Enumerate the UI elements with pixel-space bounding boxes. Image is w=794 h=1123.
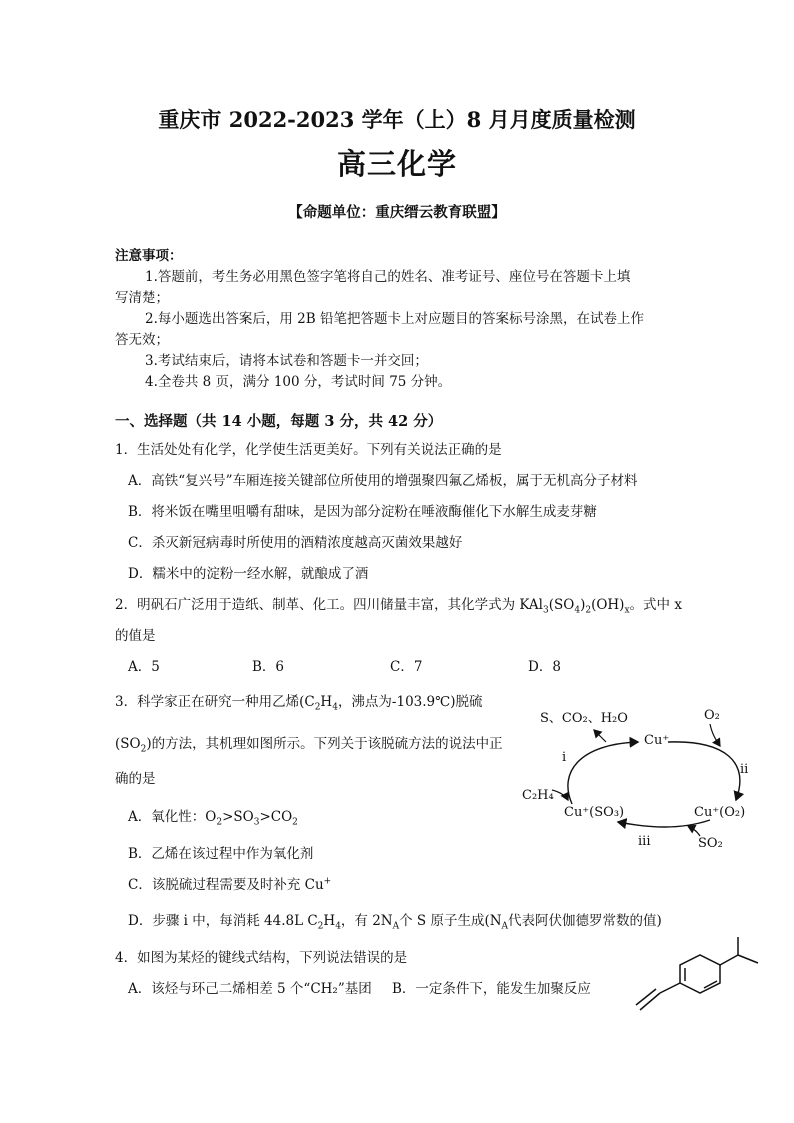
question-2-option-a: A．5 xyxy=(128,659,160,675)
note-2-line-1: 2.每小题选出答案后，用 2B 铅笔把答题卡上对应题目的答案标号涂黑，在试卷上作 xyxy=(145,311,644,327)
question-3-option-b: B．乙烯在该过程中作为氧化剂 xyxy=(128,846,314,862)
step-i-label: i xyxy=(562,750,567,765)
note-4: 4.全卷共 8 页，满分 100 分，考试时间 75 分钟。 xyxy=(145,374,452,390)
c2h4-label: C₂H₄ xyxy=(522,788,554,803)
question-2-option-d: D．8 xyxy=(528,659,561,675)
question-3-line-1-post: ，沸点为-103.9℃)脱硫 xyxy=(337,694,483,710)
note-2-line-2: 答无效； xyxy=(115,332,169,348)
question-3-line-1-pre: 3．科学家正在研究一种用乙烯(C xyxy=(115,694,315,710)
arc-step-i xyxy=(568,742,638,804)
step-iii-label: iii xyxy=(638,834,651,849)
question-1-option-d: D．糯米中的淀粉一经水解，就酿成了酒 xyxy=(128,566,369,582)
exam-subject: 高三化学 xyxy=(336,147,457,181)
question-3-option-d-mid: ，有 2N xyxy=(340,913,393,929)
o2-label: O₂ xyxy=(704,708,720,723)
question-3-option-d: D．步骤 i 中，每消耗 44.8L $C_2H_4$，有 $2N_A$个 S 原子生成($N_A$代表阿伏伽德罗常数的值) xyxy=(128,913,662,932)
section-heading: 一、选择题（共 14 小题，每题 3 分，共 42 分） xyxy=(115,413,443,430)
question-3-stem-line-2: $(SO_2)$的方法，其机理如图所示。下列关于该脱硫方法的说法中正 xyxy=(115,736,503,755)
question-3-line-2-pre: (SO xyxy=(115,736,141,752)
exam-organizer: 【命题单位：重庆缙云教育联盟】 xyxy=(288,204,506,221)
mechanism-diagram xyxy=(510,700,770,860)
note-1-line-2: 写清楚； xyxy=(115,290,169,306)
c2h4-arrow xyxy=(552,790,568,800)
question-3-option-a: A．氧化性：$O_2>SO_3>CO_2$ xyxy=(128,809,298,828)
note-1-line-1: 1.答题前，考生务必用黑色签字笔将自己的姓名、准考证号、座位号在答题卡上填 xyxy=(145,269,631,285)
products-label: S、CO₂、H₂O xyxy=(540,711,628,726)
question-2-option-b: B．6 xyxy=(252,659,285,675)
cu-so3-label: Cu⁺(SO₃) xyxy=(564,805,625,820)
question-1-option-a: A．高铁“复兴号”车厢连接关键部位所使用的增强聚四氟乙烯板，属于无机高分子材料 xyxy=(128,473,638,489)
so2-arrow xyxy=(688,826,700,836)
question-4-stem: 4．如图为某烃的键线式结构，下列说法错误的是 xyxy=(115,950,408,966)
question-3-option-d-pre: D．步骤 i 中，每消耗 44.8L C xyxy=(128,913,318,929)
question-3-option-a-text: A．氧化性：O xyxy=(128,809,217,825)
cu-plus-label: Cu⁺ xyxy=(644,733,670,748)
question-2-stem-tail: 。式中 x xyxy=(629,597,682,613)
question-2-stem-text: 2．明矾石广泛用于造纸、制革、化工。四川储量丰富，其化学式为 KAl xyxy=(115,597,543,613)
notes-heading: 注意事项： xyxy=(115,248,183,264)
question-4-option-b: B．一定条件下，能发生加聚反应 xyxy=(392,981,591,997)
arc-step-ii xyxy=(668,742,740,800)
question-1-stem: 1．生活处处有化学，化学使生活更美好。下列有关说法正确的是 xyxy=(115,442,502,458)
question-2-stem-line-2: 的值是 xyxy=(115,628,156,644)
so2-label: SO₂ xyxy=(698,836,723,851)
question-2-stem: 2．明矾石广泛用于造纸、制革、化工。四川储量丰富，其化学式为 $KAl_3(SO_4)_2(OH)_x$。式中 x xyxy=(115,597,682,616)
cu-o2-label: Cu⁺(O₂) xyxy=(694,805,746,820)
question-3-option-c: C．该脱硫过程需要及时补充 Cu+ xyxy=(128,876,332,893)
exam-title: 重庆市 2022-2023 学年（上）8 月月度质量检测 xyxy=(158,107,636,132)
question-3-stem-line-3: 确的是 xyxy=(115,771,156,787)
question-4-option-a: A．该烃与环己二烯相差 5 个“CH₂”基团 xyxy=(128,981,372,997)
question-1-option-c: C．杀灭新冠病毒时所使用的酒精浓度越高灭菌效果越好 xyxy=(128,535,463,551)
arc-step-iii xyxy=(618,820,710,827)
note-3: 3.考试结束后，请将本试卷和答题卡一并交回； xyxy=(145,353,428,369)
question-2-option-c: C．7 xyxy=(390,659,423,675)
products-arrow xyxy=(594,730,606,742)
question-3-option-c-text: C．该脱硫过程需要及时补充 Cu xyxy=(128,877,324,893)
question-3-stem-line-1: 3．科学家正在研究一种用乙烯($C_2H_4$，沸点为-103.9℃)脱硫 xyxy=(115,694,483,713)
question-3-option-d-post: 个 S 原子生成(N xyxy=(399,913,502,929)
question-3-option-d-end: 代表阿伏伽德罗常数的值) xyxy=(508,913,662,929)
question-1-option-b: B．将米饭在嘴里咀嚼有甜味，是因为部分淀粉在唾液酶催化下水解生成麦芽糖 xyxy=(128,504,597,520)
molecule-structure xyxy=(620,935,770,1025)
question-3-line-2-post: )的方法，其机理如图所示。下列关于该脱硫方法的说法中正 xyxy=(146,736,503,752)
step-ii-label: ii xyxy=(740,762,749,777)
o2-arrow xyxy=(710,724,720,746)
skeletal-formula-svg xyxy=(620,935,770,1025)
